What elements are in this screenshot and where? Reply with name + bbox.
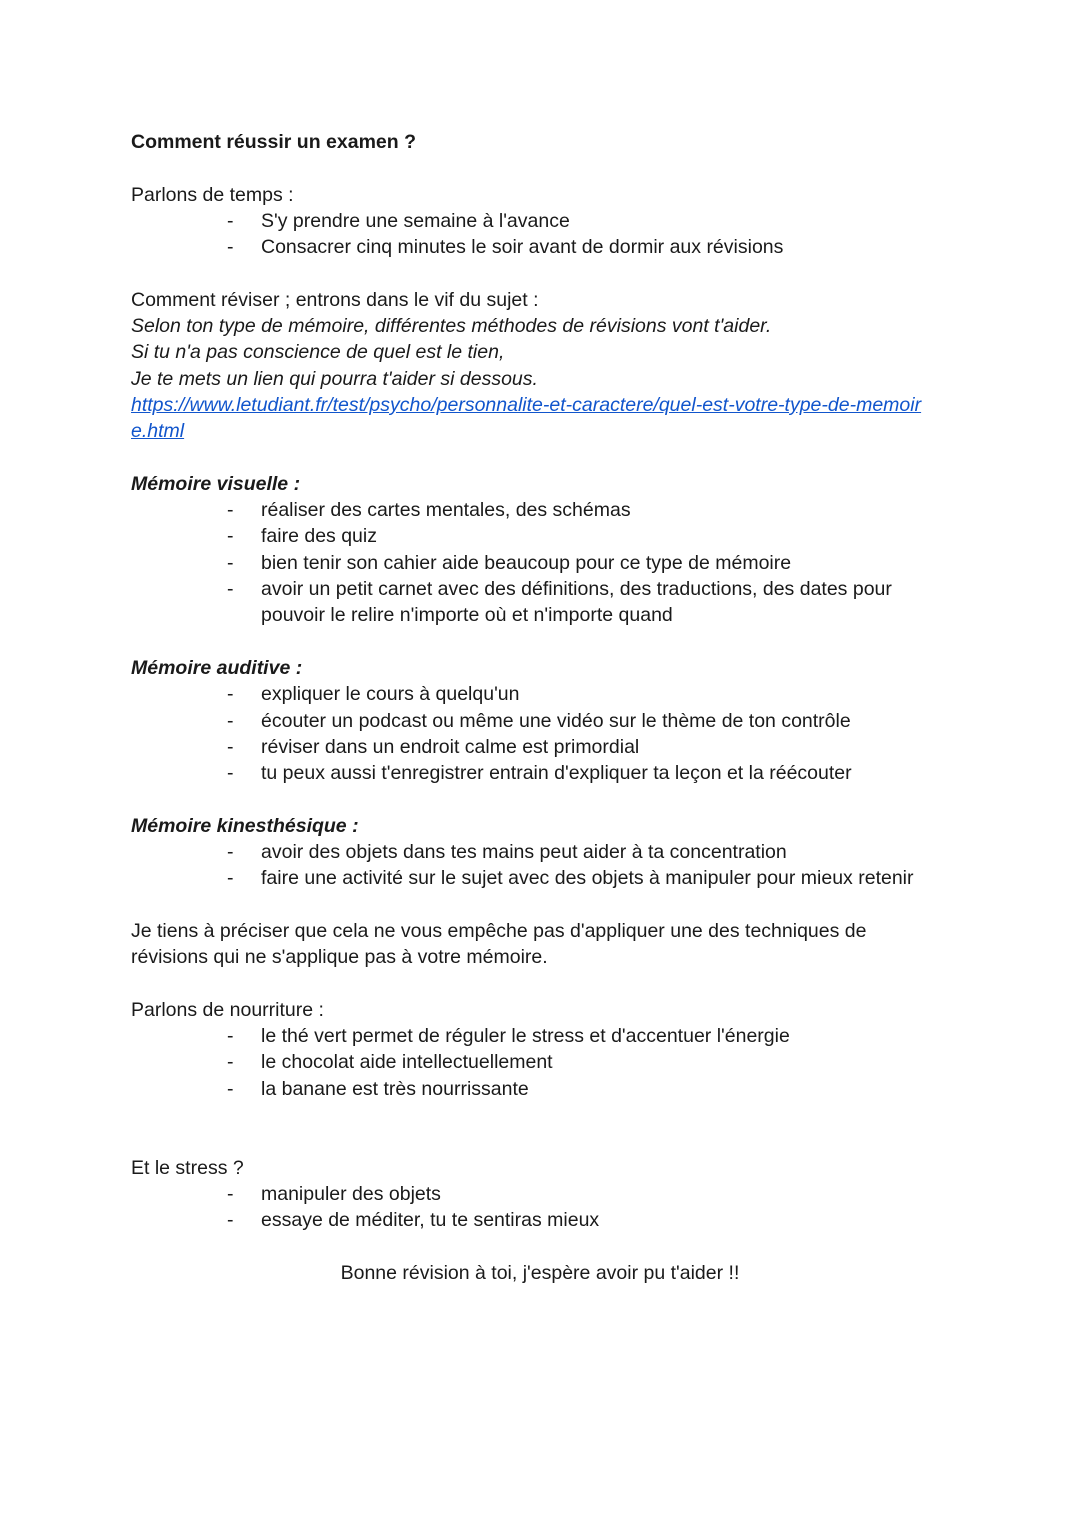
list-item: - réaliser des cartes mentales, des schémas	[131, 497, 951, 523]
memory-test-link[interactable]	[131, 392, 951, 418]
dash-bullet: -	[227, 551, 234, 574]
document-page	[131, 129, 951, 1286]
dash-bullet: -	[227, 709, 234, 732]
spacer	[131, 1233, 951, 1259]
visual-memory-heading: Mémoire visuelle :	[131, 472, 301, 495]
dash-bullet: -	[227, 841, 234, 864]
list-item: - la banane est très nourrissante	[131, 1076, 951, 1102]
closing-message: Bonne révision à toi, j'espère avoir pu t'aider !!	[340, 1261, 740, 1284]
time-section-heading: Parlons de temps :	[131, 183, 294, 206]
kinesthetic-memory-list	[131, 839, 951, 892]
spacer	[131, 971, 951, 997]
food-section-heading: Parlons de nourriture :	[131, 998, 324, 1021]
list-item: - avoir un petit carnet avec des définitions, des traductions, des dates pour pouvoir le relire n'importe où et n'importe quand	[227, 578, 892, 627]
dash-bullet: -	[227, 1182, 234, 1205]
spacer	[131, 786, 951, 812]
list-item: - avoir des objets dans tes mains peut aider à ta concentration	[131, 839, 951, 865]
dash-bullet: -	[227, 1077, 234, 1100]
time-list	[131, 208, 951, 261]
dash-bullet: -	[227, 499, 234, 522]
list-item: - le chocolat aide intellectuellement	[131, 1049, 951, 1075]
dash-bullet: -	[227, 209, 234, 232]
intro-line: Je te mets un lien qui pourra t'aider si dessous.	[131, 367, 538, 390]
dash-bullet: -	[227, 578, 234, 601]
spacer	[131, 260, 951, 286]
auditory-memory-list	[131, 681, 951, 786]
list-item: - tu peux aussi t'enregistrer entrain d'expliquer ta leçon et la réécouter	[131, 760, 951, 786]
list-item: - Consacrer cinq minutes le soir avant de dormir aux révisions	[131, 234, 951, 260]
list-item: - bien tenir son cahier aide beaucoup pour ce type de mémoire	[131, 550, 951, 576]
intro-line: Si tu n'a pas conscience de quel est le tien,	[131, 341, 505, 364]
memory-test-link-line2[interactable]: e.html	[131, 420, 185, 443]
note-line: Je tiens à préciser que cela ne vous empêche pas d'appliquer une des techniques de	[131, 919, 867, 942]
list-item: - écouter un podcast ou même une vidéo sur le thème de ton contrôle	[131, 708, 951, 734]
document-title: Comment réussir un examen ?	[131, 131, 416, 153]
kinesthetic-memory-heading: Mémoire kinesthésique :	[131, 814, 359, 837]
list-item: - S'y prendre une semaine à l'avance	[131, 208, 951, 234]
auditory-memory-heading: Mémoire auditive :	[131, 656, 303, 679]
spacer	[131, 1128, 951, 1154]
dash-bullet: -	[227, 762, 234, 785]
visual-memory-list	[131, 497, 951, 628]
spacer	[131, 1102, 951, 1128]
spacer	[131, 155, 951, 181]
dash-bullet: -	[227, 1025, 234, 1048]
list-item: - manipuler des objets	[131, 1181, 951, 1207]
dash-bullet: -	[227, 683, 234, 706]
stress-list	[131, 1181, 951, 1234]
list-item: - expliquer le cours à quelqu'un	[131, 681, 951, 707]
dash-bullet: -	[227, 1051, 234, 1074]
list-item: - le thé vert permet de réguler le stress et d'accentuer l'énergie	[131, 1023, 951, 1049]
dash-bullet: -	[227, 1209, 234, 1232]
note-line: révisions qui ne s'applique pas à votre mémoire.	[131, 946, 548, 969]
list-item: - faire des quiz	[131, 523, 951, 549]
spacer	[131, 445, 951, 471]
dash-bullet: -	[227, 735, 234, 758]
food-list	[131, 1023, 951, 1102]
list-item: - réviser dans un endroit calme est primordial	[131, 734, 951, 760]
stress-section-heading: Et le stress ?	[131, 1156, 244, 1179]
list-item: - essaye de méditer, tu te sentiras mieux	[131, 1207, 951, 1233]
list-item: - faire une activité sur le sujet avec des objets à manipuler pour mieux retenir	[131, 865, 951, 891]
memory-test-link-continued[interactable]	[131, 418, 951, 444]
intro-line: Selon ton type de mémoire, différentes méthodes de révisions vont t'aider.	[131, 315, 772, 338]
dash-bullet: -	[227, 236, 234, 259]
revise-section-heading: Comment réviser ; entrons dans le vif du sujet :	[131, 288, 539, 311]
memory-test-link-line1[interactable]: https://www.letudiant.fr/test/psycho/personnalite-et-caractere/quel-est-votre-type-de-memoir	[131, 393, 922, 416]
spacer	[131, 892, 951, 918]
dash-bullet: -	[227, 525, 234, 548]
dash-bullet: -	[227, 867, 234, 890]
spacer	[131, 629, 951, 655]
